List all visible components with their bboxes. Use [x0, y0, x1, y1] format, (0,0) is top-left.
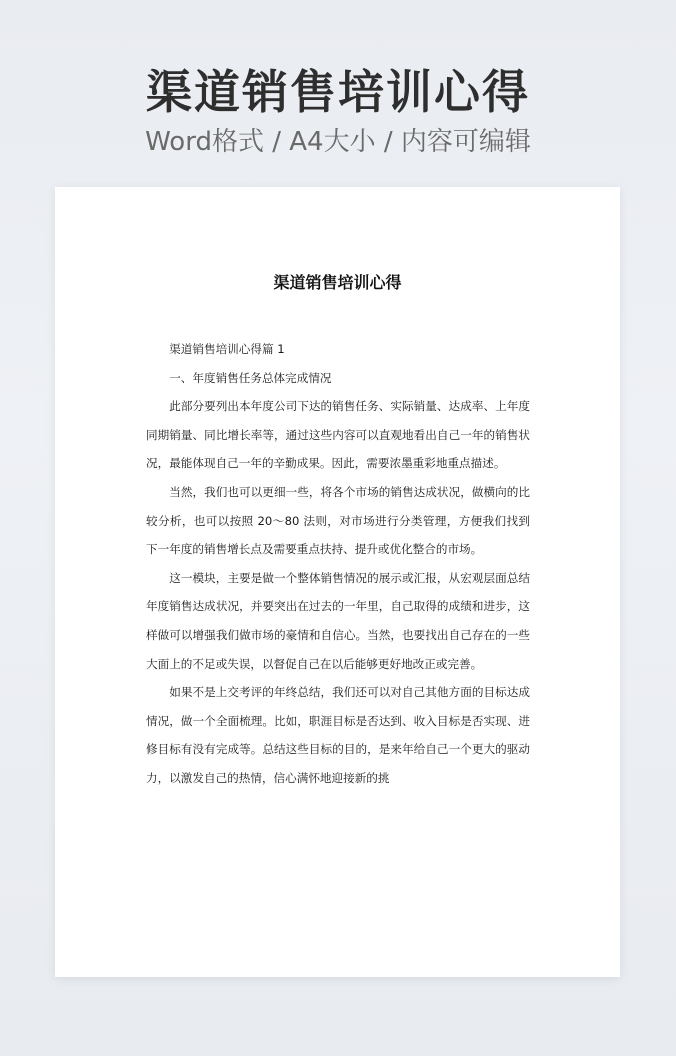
document-body — [146, 335, 530, 793]
banner-title: 渠道销售培训心得 — [146, 65, 530, 119]
document-title: 渠道销售培训心得 — [273, 273, 402, 292]
paragraph-body: 这一模块，主要是做一个整体销售情况的展示或汇报，从宏观层面总结年度销售达成状况，并要突出在过去的一年里，自己取得的成绩和进步，这样做可以增强我们做市场的豪情和自信心。当然，也要找出自己存在的一些大面上的不足或失误，以督促自己在以后能够更好地改正或完善。 — [146, 570, 530, 671]
paragraph-section-heading: 渠道销售培训心得篇 1 — [169, 342, 285, 356]
banner-subtitle: Word格式 / A4大小 / 内容可编辑 — [145, 127, 531, 157]
paragraph-subheading: 一、年度销售任务总体完成情况 — [169, 370, 332, 385]
paragraph-body: 如果不是上交考评的年终总结，我们还可以对自己其他方面的目标达成情况，做一个全面梳理。比如，职涯目标是否达到、收入目标是否实现、进修目标有没有完成等。总结这些目标的目的，是来年给自己一个更大的驱动力，以激发自己的热情，信心满怀地迎接新的挑 — [146, 685, 530, 785]
paragraph-body: 此部分要列出本年度公司下达的销售任务、实际销量、达成率、上年度同期销量、同比增长率等，通过这些内容可以直观地看出自己一年的销售状况，最能体现自己一年的辛勤成果。因此，需要浓墨重彩地重点描述。 — [146, 399, 530, 471]
paragraph-body: 当然，我们也可以更细一些，将各个市场的销售达成状况，做横向的比较分析，也可以按照 20～80 法则，对市场进行分类管理，方便我们找到下一年度的销售增长点及需要重点扶持、提升或优化整合的市场。 — [146, 484, 530, 557]
promo-banner — [0, 62, 676, 160]
